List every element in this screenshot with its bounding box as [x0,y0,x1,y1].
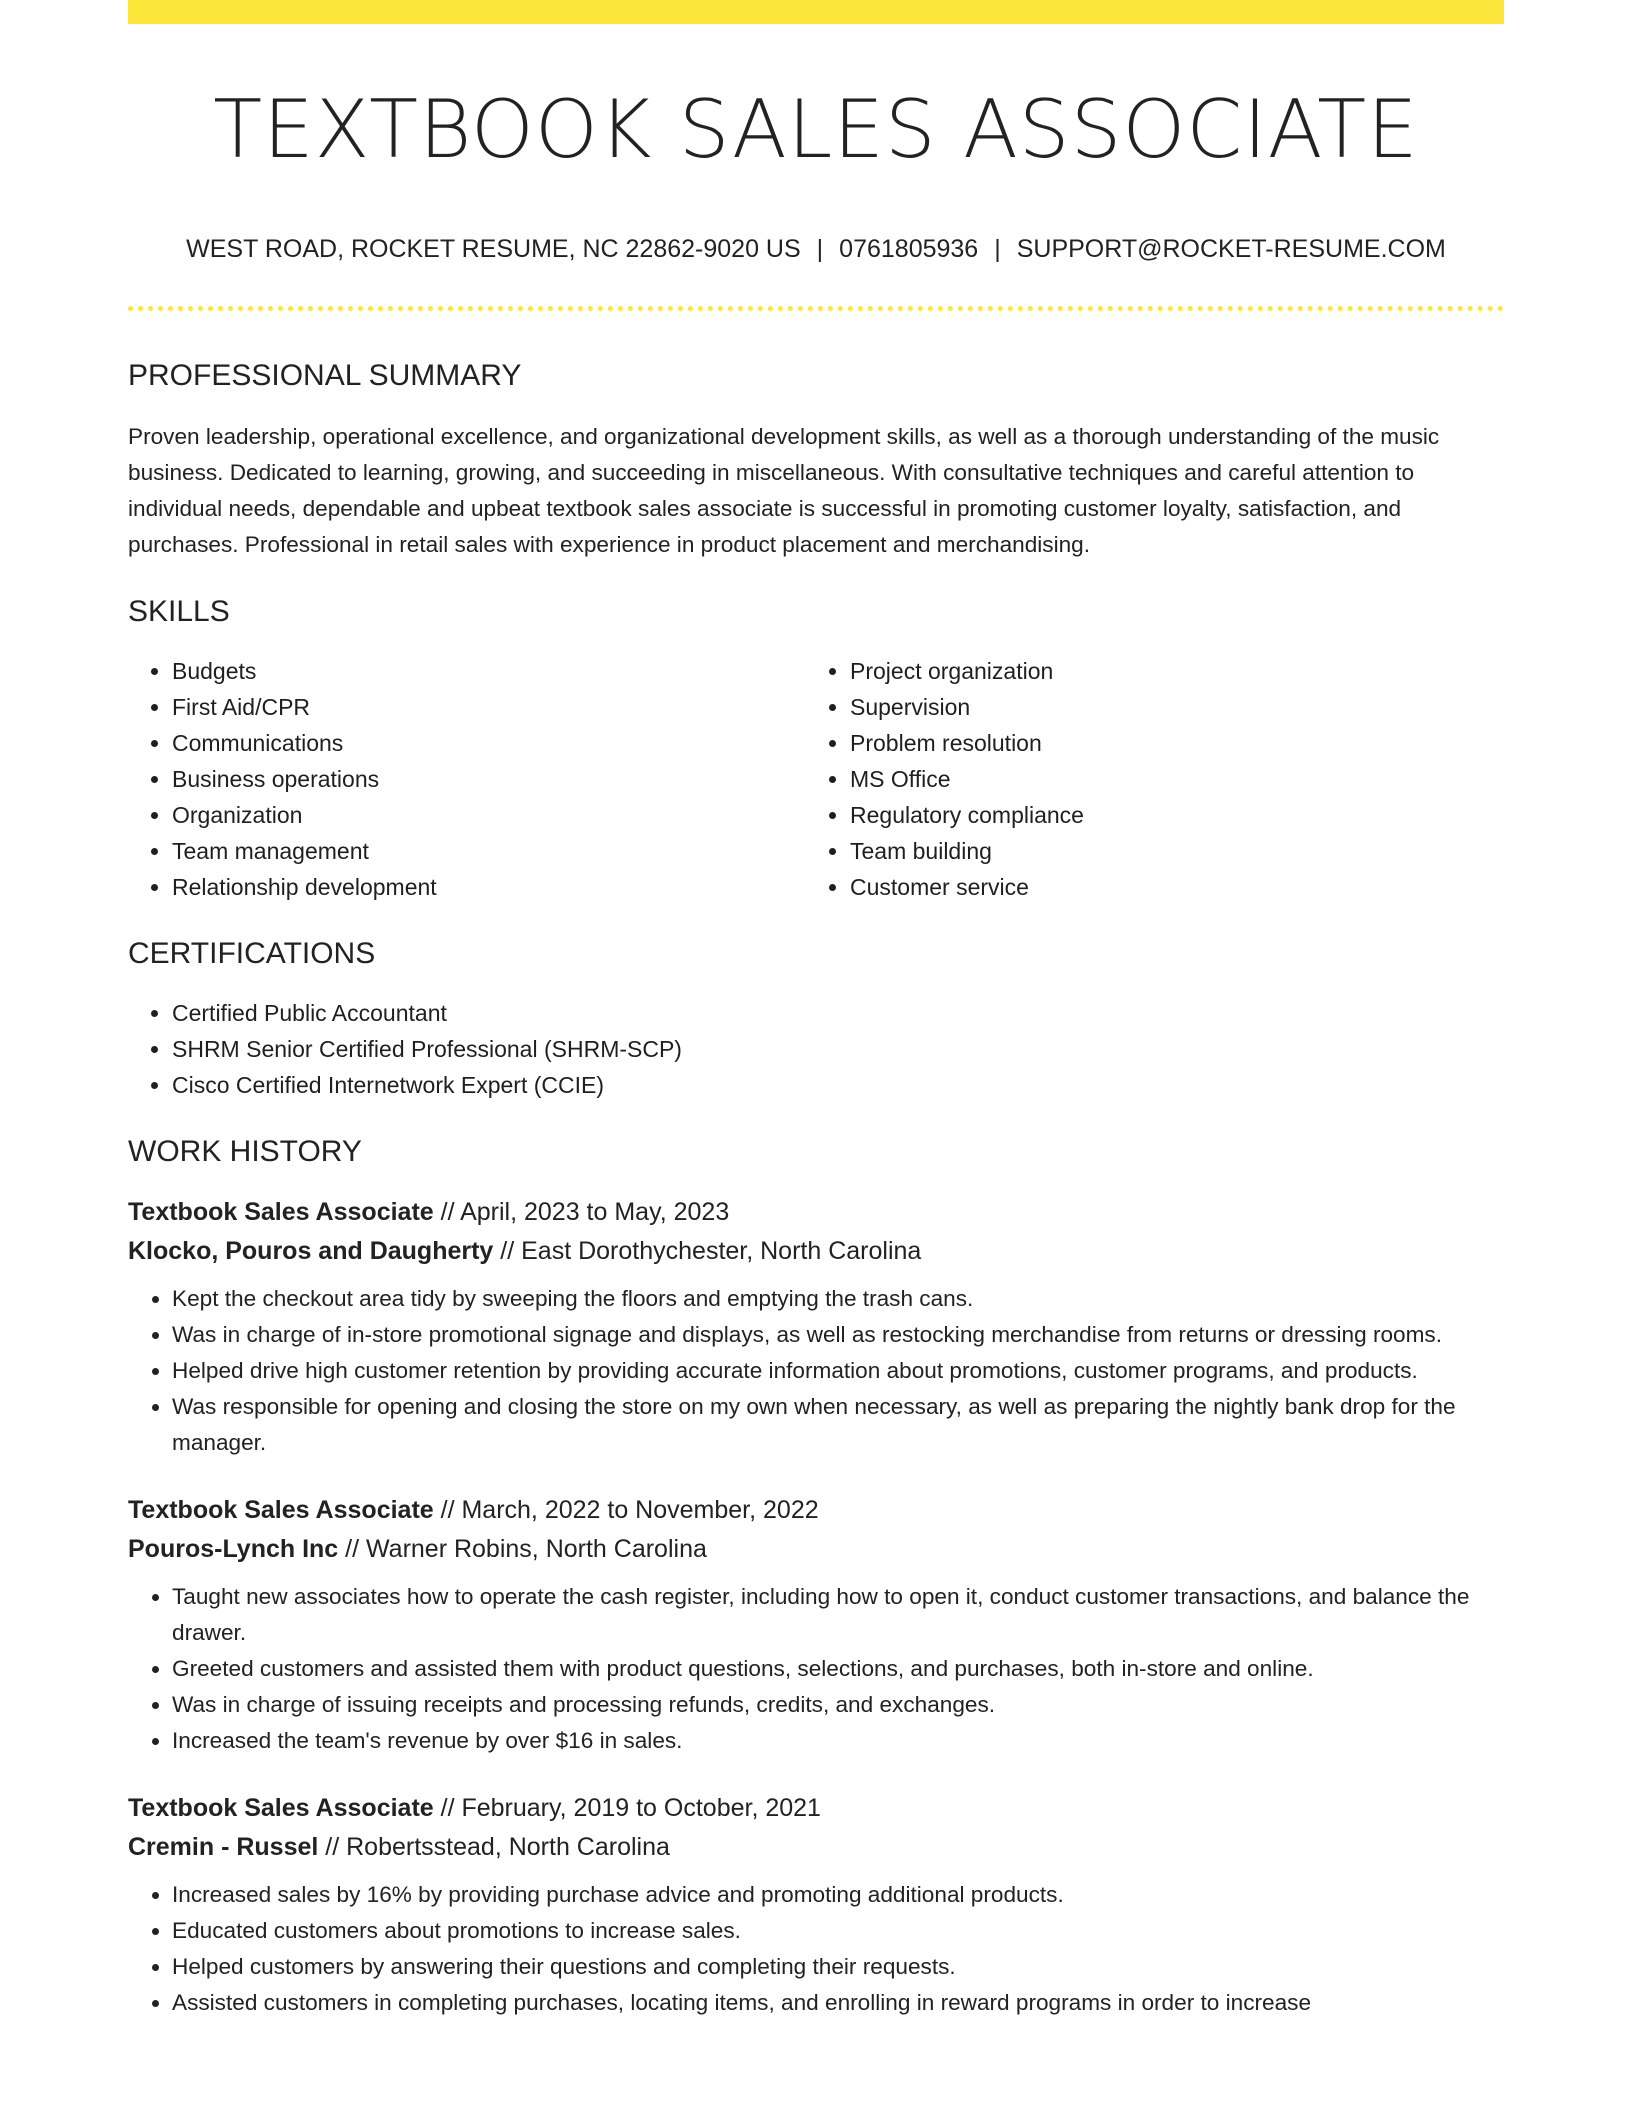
job-entry [128,1789,1504,2021]
job-bullet: • Taught new associates how to operate the cash register, including how to open it, conduct customer transactions, and balance the drawer. [172,1579,1504,1651]
job-bullet: • Was responsible for opening and closing the store on my own when necessary, as well as preparing the nightly bank drop for the manager. [172,1389,1504,1461]
job-bullet: • Was in charge of issuing receipts and processing refunds, credits, and exchanges. [172,1687,1504,1723]
certifications-heading: CERTIFICATIONS [128,937,376,970]
job-location: // Warner Robins, North Carolina [338,1535,707,1563]
contact-address: WEST ROAD, ROCKET RESUME, NC 22862-9020 US [186,235,801,263]
job-dates: // February, 2019 to October, 2021 [433,1794,821,1822]
dotted-divider [128,306,1504,311]
job-bullet: • Was in charge of in-store promotional signage and displays, as well as restocking merchandise from returns or dressing rooms. [172,1317,1504,1353]
summary-heading: PROFESSIONAL SUMMARY [128,359,522,392]
skill-item: • First Aid/CPR [172,689,806,725]
skill-item: • Communications [172,725,806,761]
job-bullet: • Helped customers by answering their questions and completing their requests. [172,1949,1504,1985]
job-company-line [128,1828,1504,1867]
skill-item: • Team management [172,833,806,869]
job-role-line [128,1491,1504,1530]
job-role: Textbook Sales Associate [128,1496,434,1524]
top-accent-bar [128,0,1504,24]
job-bullet: • Educated customers about promotions to increase sales. [172,1913,1504,1949]
resume-content [128,0,1504,2021]
resume-title: TEXTBOOK SALES ASSOCIATE [213,83,1419,176]
job-company: Klocko, Pouros and Daugherty [128,1237,494,1265]
skill-item: • Budgets [172,653,806,689]
summary-paragraph: Proven leadership, operational excellence, and organizational development skills, as well as a thorough understanding of the music business. Dedicated to learning, growing, and succeeding in miscellaneous. With consultative techniques and careful attention to individual needs, dependable and upbeat textbook sales associate is successful in promoting customer loyalty, satisfaction, and purchases. Professional in retail sales with experience in product placement and merchandising. [128,424,1440,557]
job-role: Textbook Sales Associate [128,1794,434,1822]
job-dates: // March, 2022 to November, 2022 [433,1496,819,1524]
skill-item: • Team building [850,833,1504,869]
skills-list-left [128,653,806,905]
job-company-line [128,1530,1504,1569]
certification-item: • Certified Public Accountant [172,995,1504,1031]
skill-item: • Customer service [850,869,1504,905]
skill-item: • Business operations [172,761,806,797]
contact-separator: | [994,235,1001,263]
job-bullets [128,1877,1504,2021]
job-bullet: • Greeted customers and assisted them with product questions, selections, and purchases, both in-store and online. [172,1651,1504,1687]
skill-item: • Regulatory compliance [850,797,1504,833]
contact-email: SUPPORT@ROCKET-RESUME.COM [1016,235,1446,263]
certifications-list [128,995,1504,1103]
certification-item: • SHRM Senior Certified Professional (SHRM-SCP) [172,1031,1504,1067]
skill-item: • MS Office [850,761,1504,797]
skills-list-right [806,653,1504,905]
job-entry [128,1491,1504,1759]
work-history-heading: WORK HISTORY [128,1135,362,1168]
skills-grid [128,653,1504,905]
skill-item: • Relationship development [172,869,806,905]
job-bullet: • Increased the team's revenue by over $16 in sales. [172,1723,1504,1759]
job-company: Pouros-Lynch Inc [128,1535,339,1563]
job-company-line [128,1232,1504,1271]
job-location: // Robertsstead, North Carolina [318,1833,670,1861]
job-dates: // April, 2023 to May, 2023 [433,1198,730,1226]
job-role-line [128,1193,1504,1232]
skill-item: • Project organization [850,653,1504,689]
skill-item: • Supervision [850,689,1504,725]
certification-item: • Cisco Certified Internetwork Expert (CCIE) [172,1067,1504,1103]
skills-heading: SKILLS [128,595,230,628]
contact-line [128,232,1504,266]
job-entry [128,1193,1504,1461]
skill-item: • Organization [172,797,806,833]
job-bullets [128,1579,1504,1759]
skill-item: • Problem resolution [850,725,1504,761]
job-role-line [128,1789,1504,1828]
job-bullet: • Increased sales by 16% by providing purchase advice and promoting additional products. [172,1877,1504,1913]
job-bullet: • Assisted customers in completing purchases, locating items, and enrolling in reward programs in order to increase [172,1985,1504,2021]
job-bullet: • Kept the checkout area tidy by sweeping the floors and emptying the trash cans. [172,1281,1504,1317]
job-location: // East Dorothychester, North Carolina [493,1237,922,1265]
job-bullets [128,1281,1504,1461]
job-company: Cremin - Russel [128,1833,319,1861]
job-role: Textbook Sales Associate [128,1198,434,1226]
contact-separator: | [816,235,824,263]
job-bullet: • Helped drive high customer retention by providing accurate information about promotions, customer programs, and products. [172,1353,1504,1389]
contact-phone: 0761805936 [839,235,979,263]
